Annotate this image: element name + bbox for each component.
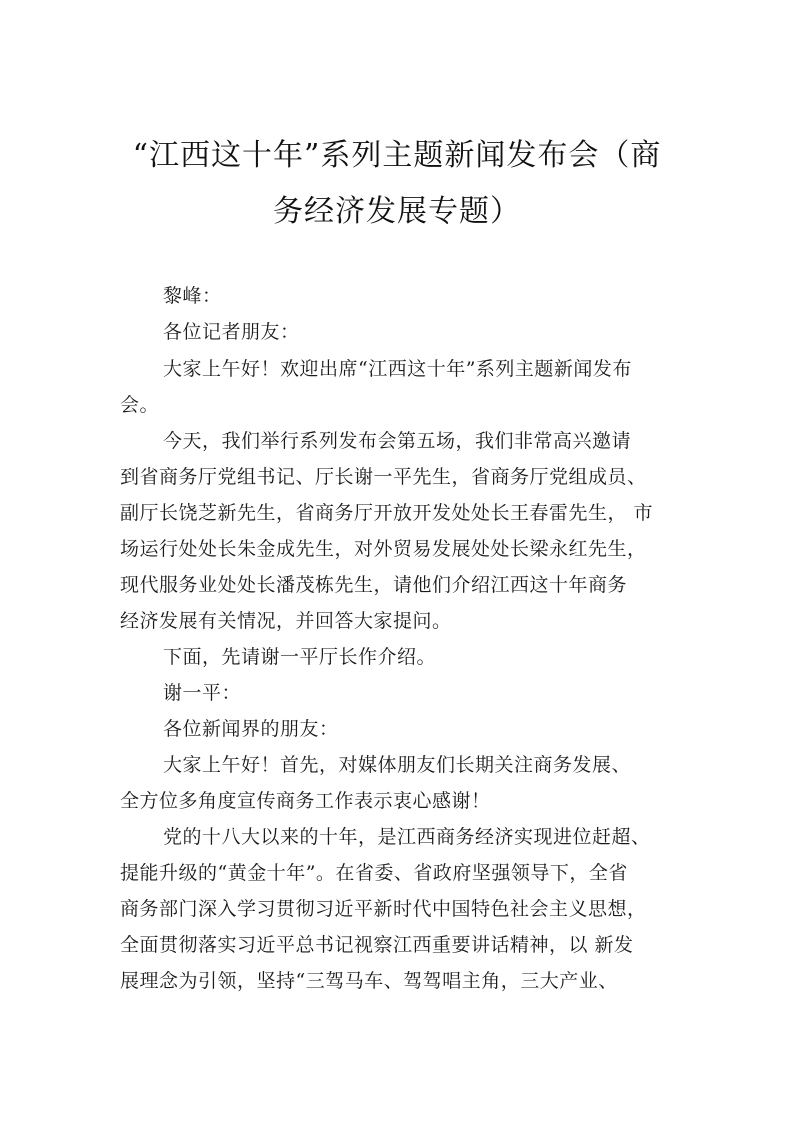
body-line: 党的十八大以来的十年，是江西商务经济实现进位赶超、 (163, 826, 651, 848)
body-line: 全方位多角度宣传商务工作表示衷心感谢！ (120, 790, 491, 812)
body-line: 商务部门深入学习贯彻习近平新时代中国特色社会主义思想， (120, 898, 647, 920)
speaker-label: 谢一平： (163, 682, 242, 704)
body-line: 现代服务业处处长潘茂栋先生，请他们介绍江西这十年商务 (120, 574, 628, 596)
body-line: 各位记者朋友： (163, 321, 300, 343)
body-line: 展理念为引领，坚持“三驾马车、驾驾唱主角，三大产业、 (120, 970, 618, 992)
document-title-line-2: 务经济发展专题） (273, 194, 521, 229)
body-line: 到省商务厅党组书记、厅长谢一平先生，省商务厅党组成员、 (120, 466, 647, 488)
body-line: 副厅长饶芝新先生，省商务厅开放开发处处长王春雷先生， 市 (120, 502, 654, 524)
body-line: 大家上午好！首先，对媒体朋友们长期关注商务发展、 (163, 754, 632, 776)
body-line: 经济发展有关情况，并回答大家提问。 (120, 610, 452, 632)
body-line: 场运行处处长朱金成先生，对外贸易发展处处长梁永红先生， (120, 538, 647, 560)
body-line: 全面贯彻落实习近平总书记视察江西重要讲话精神，以 新发 (120, 934, 634, 956)
body-line: 今天，我们举行系列发布会第五场，我们非常高兴邀请 (163, 430, 632, 452)
body-line: 大家上午好！欢迎出席“江西这十年”系列主题新闻发布 (163, 358, 632, 380)
speaker-label: 黎峰： (163, 285, 222, 307)
body-line: 提能升级的“黄金十年”。在省委、省政府坚强领导下，全省 (120, 862, 628, 884)
body-line: 下面，先请谢一平厅长作介绍。 (163, 646, 437, 668)
document-title-line-1: “江西这十年”系列主题新闻发布会（商 (132, 138, 662, 173)
body-line: 各位新闻界的朋友： (163, 718, 339, 740)
body-line: 会。 (120, 394, 160, 416)
